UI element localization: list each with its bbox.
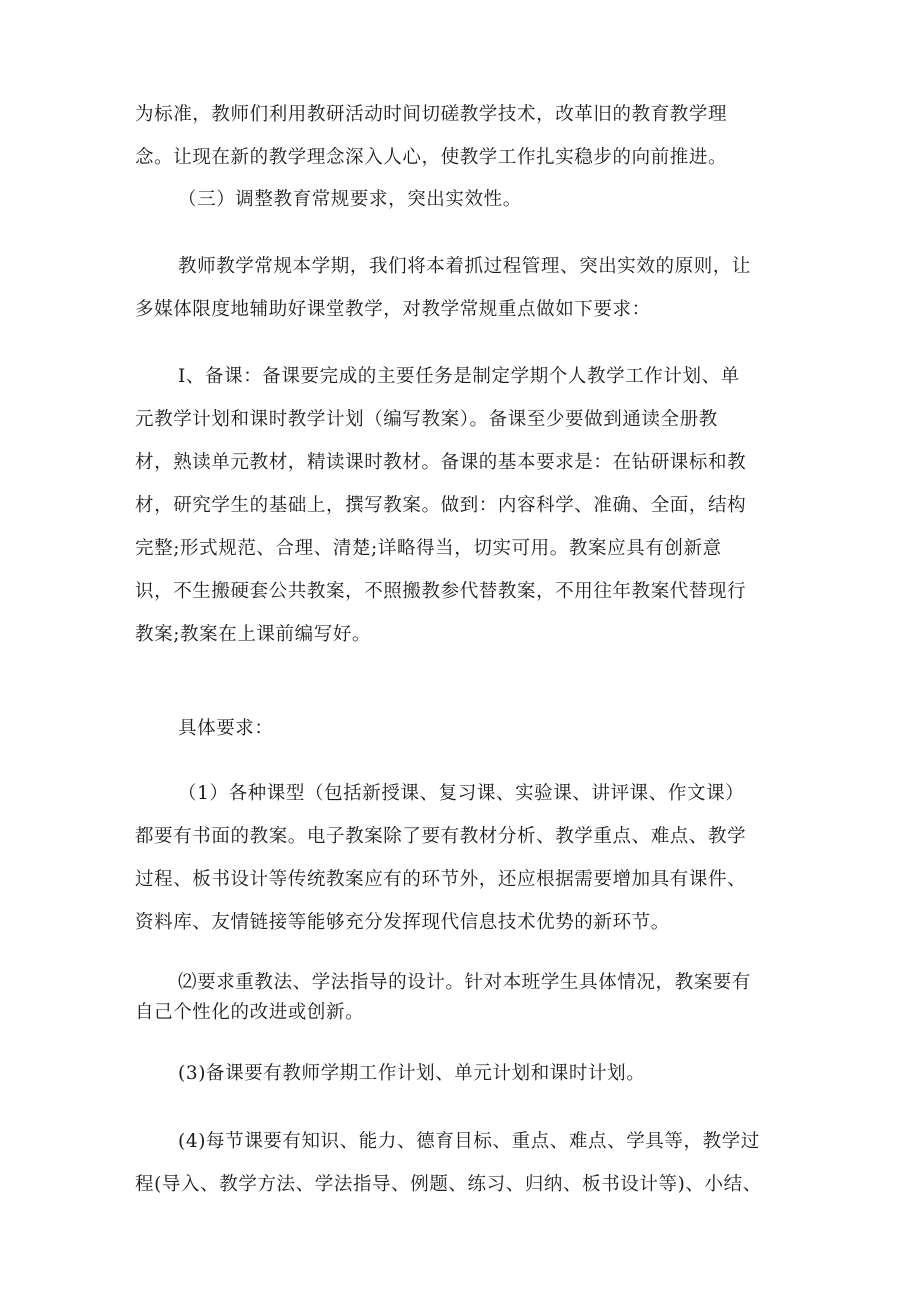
paragraph-line: ⑵要求重教法、学法指导的设计。针对本班学生具体情况，教案要有	[178, 972, 752, 993]
paragraph-4	[135, 355, 795, 656]
paragraph-line: I、备课：备课要完成的主要任务是制定学期个人教学工作计划、单	[178, 366, 740, 387]
paragraph-line: 识，不生搬硬套公共教案，不照搬教参代替教案，不用往年教案代替现行	[135, 581, 747, 602]
paragraph-line: 教师教学常规本学期，我们将本着抓过程管理、突出实效的原则，让	[178, 256, 752, 277]
paragraph-line: (4)每节课要有知识、能力、德育目标、重点、难点、学具等，教学过	[178, 1131, 760, 1152]
paragraph-8	[135, 1052, 795, 1095]
paragraph-1	[135, 93, 795, 179]
paragraph-line: 为标准，教师们利用教研活动时间切磋教学技术，改革旧的教育教学理	[135, 104, 728, 125]
paragraph-line: 程(导入、教学方法、学法指导、例题、练习、归纳、板书设计等)、小结、	[135, 1174, 762, 1195]
paragraph-9	[135, 1120, 795, 1206]
paragraph-line: 完整;形式规范、合理、清楚;详略得当，切实可用。教案应具有创新意	[135, 538, 722, 559]
paragraph-line: (3)备课要有教师学期工作计划、单元计划和课时计划。	[178, 1063, 646, 1084]
paragraph-line: 资料库、友情链接等能够充分发挥现代信息技术优势的新环节。	[135, 912, 670, 933]
paragraph-line: （1）各种课型（包括新授课、复习课、实验课、讲评课、作文课）	[178, 783, 745, 804]
paragraph-line: （三）调整教育常规要求，突出实效性。	[178, 189, 522, 210]
paragraph-line: 都要有书面的教案。电子教案除了要有教材分析、教学重点、难点、教学	[135, 826, 747, 847]
paragraph-line: 材，研究学生的基础上，撰写教案。做到：内容科学、准确、全面，结构	[135, 495, 747, 516]
paragraph-line: 具体要求：	[178, 718, 274, 739]
paragraph-line: 过程、板书设计等传统教案应有的环节外，还应根据需要增加具有课件、	[135, 869, 747, 890]
paragraph-line: 多媒体限度地辅助好课堂教学，对教学常规重点做如下要求：	[135, 299, 651, 320]
paragraph-7	[135, 968, 795, 1028]
paragraph-line: 材，熟读单元教材，精读课时教材。备课的基本要求是：在钻研课标和教	[135, 452, 747, 473]
section-heading	[135, 178, 795, 221]
paragraph-line: 念。让现在新的教学理念深入人心，使教学工作扎实稳步的向前推进。	[135, 147, 728, 168]
paragraph-3	[135, 245, 795, 331]
paragraph-5	[135, 707, 795, 750]
paragraph-line: 教案;教案在上课前编写好。	[135, 624, 372, 645]
paragraph-6	[135, 772, 795, 944]
paragraph-line: 元教学计划和课时教学计划（编写教案）。备课至少要做到通读全册教	[135, 409, 718, 430]
paragraph-line: 自己个性化的改进或创新。	[135, 1002, 365, 1023]
